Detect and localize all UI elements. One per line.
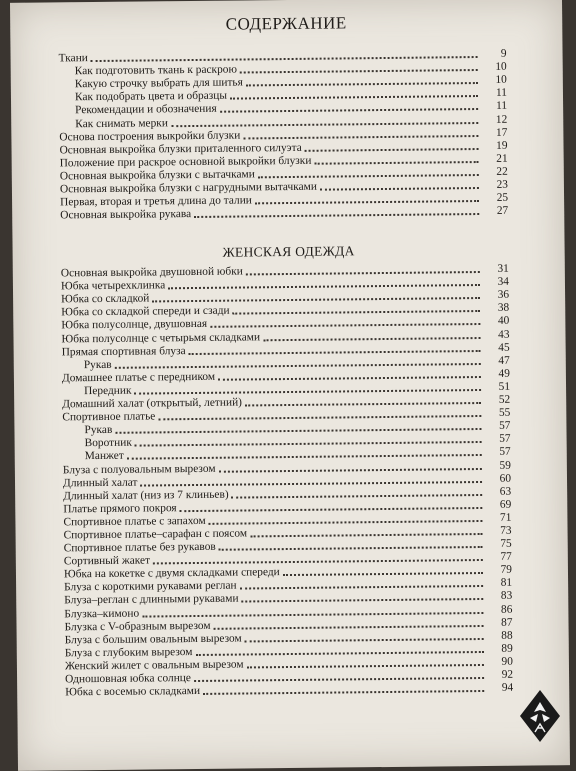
dot-leader [209,520,483,525]
toc-entry-title: Домашнее платье с передником [61,370,216,385]
toc-entry-title: Какую строчку выбрать для шитья [74,76,243,91]
toc-entry-title: Блуза с полуовальным вырезом [62,462,216,476]
toc-entry-title: Основная выкройка блузки приталенного силуэта [59,141,302,157]
toc-entry-title: Юбка полусолнце, двушовная [61,318,208,332]
toc-entry-title: Спортивное платье без рукавов [63,540,216,555]
toc-entry-page-number: 11 [496,100,508,113]
toc-entry-title: Домашний халат (открытый, летний) [62,396,242,411]
toc-entry-page-number: 51 [498,380,511,393]
toc-entry-page-number: 87 [501,616,513,629]
toc-entry-page-number: 83 [500,590,513,603]
toc-entry-title: Женский жилет с овальным вырезом [64,658,244,673]
toc-entry-page-number: 10 [495,60,507,74]
toc-entry-title: Длинный халат [62,476,138,489]
dot-leader [203,690,484,695]
toc-entry-title: Рукав [83,358,112,371]
toc-entry-title: Рукав [84,424,113,437]
dot-leader [246,271,480,275]
toc-entry-title: Основная выкройка блузки с нагрудными вытачками [59,180,318,196]
toc-entry-title: Сортивный жакет [63,554,151,568]
toc-entry-page-number: 47 [498,354,510,367]
toc-entry-title: Блузка с V-образным вырезом [64,619,211,633]
toc-entry-page-number: 12 [495,113,508,126]
toc-entry-title: Рекомендации и обозначения [75,103,217,117]
toc-entry-title: Воротник [84,436,132,450]
toc-entry-page-number: 81 [500,577,513,590]
book-page [10,0,570,771]
dot-leader [218,376,481,381]
dot-leader [247,664,484,668]
toc-entry-page-number: 69 [499,498,512,511]
toc-entry-page-number: 55 [498,406,511,419]
toc-entry-page-number: 94 [501,681,514,694]
dot-leader [305,148,479,152]
dot-leader [258,174,479,178]
toc-entry-page-number: 57 [499,433,511,446]
dot-leader [219,546,483,551]
toc-entry-page-number: 92 [501,668,514,681]
toc-entry-title: Передник [84,384,132,398]
toc-entry-title: Как подготовить ткань к раскрою [74,63,238,78]
dot-leader [250,533,482,537]
dot-leader [214,625,484,630]
dot-leader [233,310,481,315]
toc-entry-page-number: 38 [497,302,510,315]
toc-entry-title: Юбка с восемью складками [65,685,201,699]
toc-entry-title: Как подобрать цвета и образцы [74,90,228,104]
toc-entry-title: Юбка со складкой [61,292,150,306]
toc-entry-page-number: 45 [498,341,510,354]
toc-entry-title: Спортивное платье [62,410,156,424]
dot-leader [314,161,478,165]
toc-entry-title: Спортивное платье–сарафан с поясом [63,527,248,542]
dot-leader [230,95,478,100]
toc-entry-page-number: 77 [500,550,512,563]
toc-entry-title: Ткани [58,52,88,65]
dot-leader [246,82,478,86]
dot-leader [320,187,479,191]
toc-entry-page-number: 25 [496,191,509,204]
dot-leader [240,585,484,590]
toc-entry-page-number: 52 [498,393,511,406]
dot-leader [232,494,483,499]
toc-entry-title: Положение при раскрое основной выкройки блузки [59,154,312,170]
dot-leader [255,200,479,204]
toc-entry-page-number: 90 [501,655,513,668]
toc-entry-page-number: 43 [498,328,510,341]
toc-entry-page-number: 89 [501,642,513,655]
dot-leader [245,402,481,406]
dot-leader [219,467,482,472]
toc-entry-title: Прямая спортивная блуза [61,344,186,359]
toc-entry-page-number: 79 [500,563,513,577]
toc-entry-page-number: 63 [499,485,512,498]
toc-entry-title: Первая, вторая и третья длина до талии [60,194,252,209]
toc-entry-title: Юбка на кокетке с двумя складками спереди [63,566,280,581]
dot-leader [263,337,480,341]
dot-leader [194,213,479,218]
dot-leader [243,135,478,139]
toc-entry-page-number: 40 [497,315,510,328]
dot-leader [245,638,484,643]
section-heading-womens-clothing: ЖЕНСКАЯ ОДЕЖДА [222,243,355,260]
toc-entry-title: Основная выкройка двушовной юбки [60,265,243,280]
toc-entry-title: Блуза с глубоким вырезом [64,645,193,660]
toc-entry-page-number: 57 [499,446,511,459]
toc-entry-title: Основа построения выкройки блузки [59,129,241,144]
toc-entry-title: Блузка–кимоно [64,607,140,620]
publisher-logo-icon [518,688,562,744]
toc-entry-page-number: 36 [497,288,510,302]
toc-entry-page-number: 88 [501,629,513,642]
toc-entry-title: Длинный халат (низ из 7 клиньев) [63,488,229,503]
toc-entry-title: Юбка полусолнце с четырьмя складками [61,330,261,345]
dot-leader [189,350,481,355]
dot-leader [240,69,478,73]
dot-leader [168,284,480,289]
toc-section-womens-clothing [61,263,514,700]
toc-entry-page-number: 49 [498,367,510,380]
toc-entry-page-number: 71 [499,511,512,524]
toc-entry-page-number: 11 [495,87,508,100]
dot-leader [242,598,484,603]
toc-entry-title: Одношовная юбка солнце [65,672,191,686]
dot-leader [180,507,483,512]
page-title: СОДЕРЖАНИЕ [225,13,347,34]
dot-leader [283,572,483,576]
toc-entry-title: Манжет [84,450,124,463]
toc-entry-page-number: 10 [495,73,507,87]
dot-leader [210,323,480,328]
toc-entry-page-number: 75 [500,537,512,550]
toc-entry-page-number: 22 [496,165,508,178]
toc-entry-title: Спортивное платье с запахом [63,514,206,529]
toc-entry-page-number: 17 [495,126,508,139]
toc-entry-page-number: 21 [496,152,508,165]
toc-entry-page-number: 23 [496,178,508,191]
toc-entry-page-number: 9 [500,47,507,60]
toc-entry-title: Как снимать мерки [75,116,168,130]
toc-entry-page-number: 73 [500,524,512,537]
toc-entry-title: Основная выкройка рукава [60,208,192,222]
toc-entry-page-number: 60 [499,472,512,485]
dot-leader [171,122,478,127]
dot-leader [195,651,483,656]
toc-entry-page-number: 86 [500,603,513,616]
toc-entry-page-number: 31 [497,262,509,275]
toc-entry-page-number: 34 [497,275,510,289]
toc-entry-page-number: 19 [496,139,508,152]
toc-entry-title: Блуза с короткими рукавами реглан [64,579,237,594]
dot-leader [220,108,478,113]
toc-entry-page-number: 57 [498,419,511,433]
dot-leader [194,677,484,682]
toc-entry-title: Юбка четырехклинка [60,279,166,293]
toc-entry-page-number: 27 [496,204,509,218]
toc-entry-title: Платье прямого покроя [63,501,177,516]
toc-entry-title: Юбка со складкой спереди и сзади [61,305,230,319]
toc-entry-title: Основная выкройка блузки с вытачками [59,168,255,183]
toc-entry-page-number: 59 [499,459,511,472]
toc-entry-title: Блуза с большим овальным вырезом [64,632,242,647]
toc-section-general [59,48,509,223]
toc-entry-title: Блуза–реглан с длинными рукавами [64,592,239,607]
